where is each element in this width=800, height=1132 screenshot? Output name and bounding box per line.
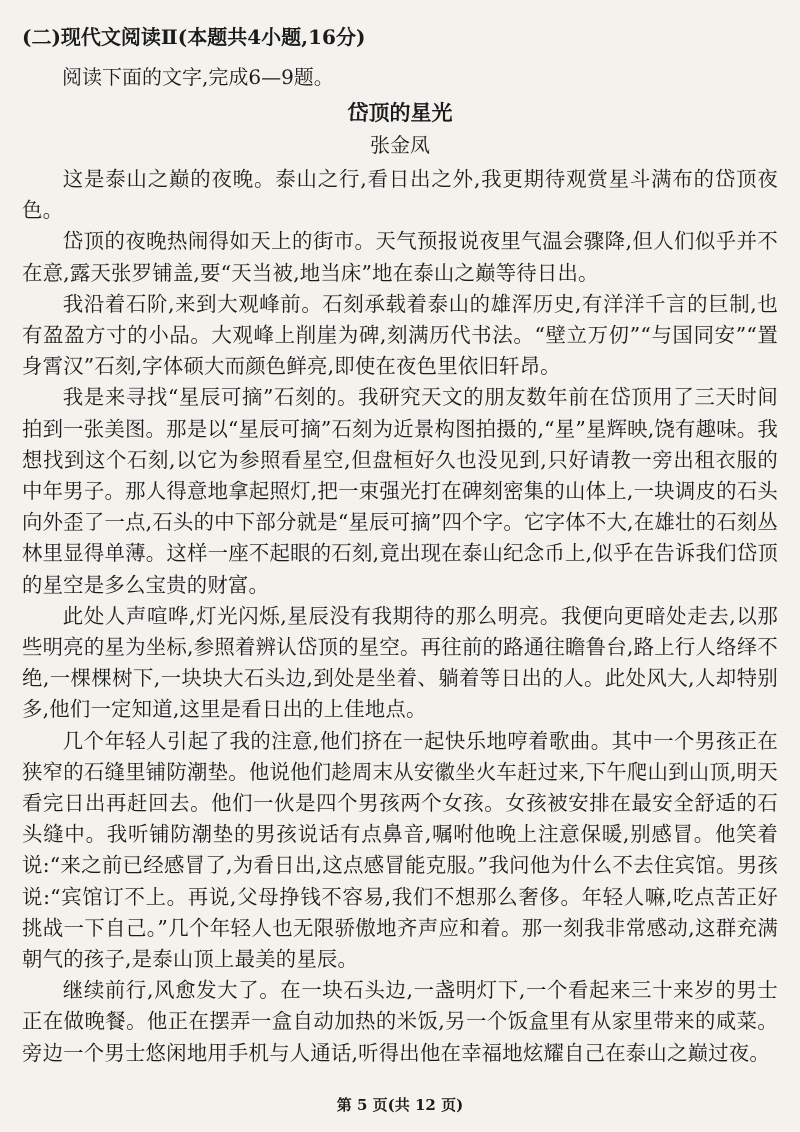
paragraph-6: 几个年轻人引起了我的注意,他们挤在一起快乐地哼着歌曲。其中一个男孩正在狭窄的石缝里铺防潮垫。他说他们趁周末从安徽坐火车赶过来,下午爬山到山顶,明天看完日出再赶回去。他们一伙是四个男孩两个女孩。女孩被安排在最安全舒适的石头缝中。我听铺防潮垫的男孩说话有点鼻音,嘱咐他晚上注意保暖,别感冒。他笑着说:“来之前已经感冒了,为看日出,这点感冒能克服。”我问他为什么不去住宾馆。男孩说:“宾馆订不上。再说,父母挣钱不容易,我们不想那么奢侈。年轻人嘛,吃点苦正好挑战一下自己。”几个年轻人也无限骄傲地齐声应和着。那一刻我非常感动,这群充满朝气的孩子,是泰山顶上最美的星辰。 [22,728,778,972]
article-author: 张金凤 [370,133,430,157]
paragraph-1: 这是泰山之巅的夜晚。泰山之行,看日出之外,我更期待观赏星斗满布的岱顶夜色。 [22,167,778,223]
section-title: (二)现代文阅读Ⅱ(本题共4小题,16分) [22,25,366,49]
reading-instruction: 阅读下面的文字,完成6—9题。 [62,65,334,89]
paragraph-3: 我沿着石阶,来到大观峰前。石刻承载着泰山的雄浑历史,有洋洋千言的巨制,也有盈盈方寸的小品。大观峰上削崖为碑,刻满历代书法。“壁立万仞”“与国同安”“置身霄汉”石刻,字体硕大而颜色鲜亮,即使在夜色里依旧轩昂。 [22,291,778,379]
article-body [22,164,778,1069]
paragraph-4: 我是来寻找“星辰可摘”石刻的。我研究天文的朋友数年前在岱顶用了三天时间拍到一张美图。那是以“星辰可摘”石刻为近景构图拍摄的,“星”星辉映,饶有趣味。我想找到这个石刻,以它为参照看星空,但盘桓好久也没见到,只好请教一旁出租衣服的中年男子。那人得意地拿起照灯,把一束强光打在碑刻密集的山体上,一块调皮的石头向外歪了一点,石头的中下部分就是“星辰可摘”四个字。它字体不大,在雄壮的石刻丛林里显得单薄。这样一座不起眼的石刻,竟出现在泰山纪念币上,似乎在告诉我们岱顶的星空是多么宝贵的财富。 [22,385,778,597]
page-footer: 第 5 页(共 12 页) [336,1096,464,1114]
paragraph-2: 岱顶的夜晚热闹得如天上的街市。天气预报说夜里气温会骤降,但人们似乎并不在意,露天张罗铺盖,要“天当被,地当床”地在泰山之巅等待日出。 [22,229,778,285]
paragraph-7: 继续前行,风愈发大了。在一块石头边,一盏明灯下,一个看起来三十来岁的男士正在做晚餐。他正在摆弄一盒自动加热的米饭,另一个饭盒里有从家里带来的咸菜。旁边一个男士悠闲地用手机与人通话,听得出他在幸福地炫耀自己在泰山之巅过夜。 [22,978,778,1065]
paragraph-5: 此处人声喧哗,灯光闪烁,星辰没有我期待的那么明亮。我便向更暗处走去,以那些明亮的星为坐标,参照着辨认岱顶的星空。再往前的路通往瞻鲁台,路上行人络绎不绝,一棵棵树下,一块块大石头边,到处是坐着、躺着等日出的人。此处风大,人却特别多,他们一定知道,这里是看日出的上佳地点。 [22,603,778,722]
article-title: 岱顶的星光 [347,100,453,125]
